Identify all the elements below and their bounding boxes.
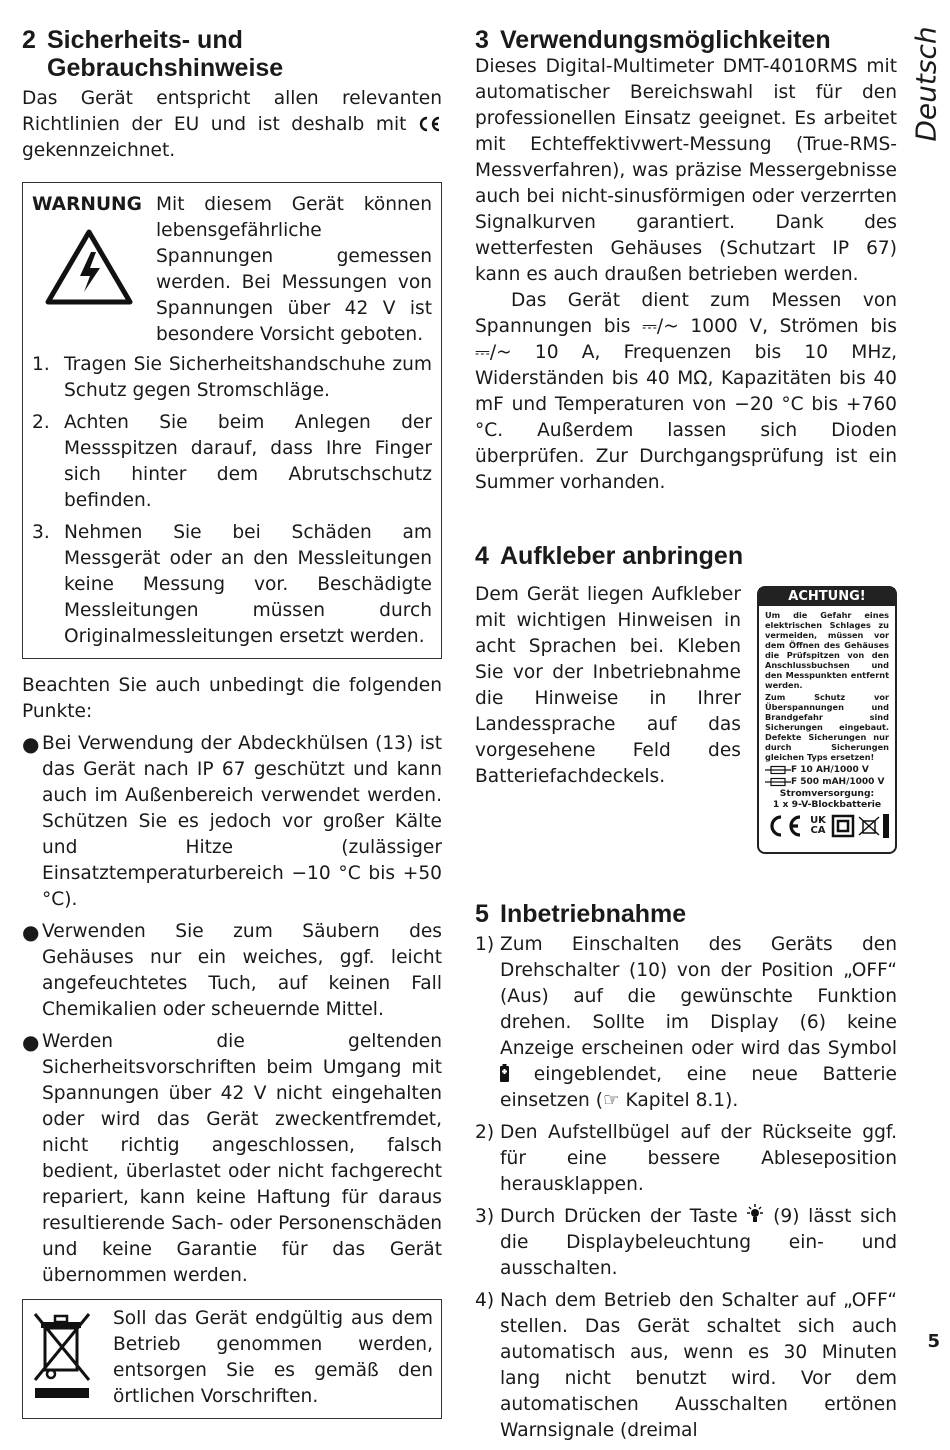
high-voltage-warning-icon	[44, 228, 134, 306]
warning-text: Mit diesem Gerät können lebensgefährliche Spannungen gemessen werden. Bei Messungen von Spannungen über 42 V ist besondere Vorsicht geboten.	[156, 194, 432, 345]
disposal-box	[22, 1299, 442, 1419]
sticker-fuse2: F 500 mAH/1000 V	[791, 777, 885, 787]
bullet-icon: ●	[22, 920, 40, 944]
weee-small-icon	[857, 815, 881, 837]
sticker-power-value: 1 x 9-V-Blockbatterie	[772, 799, 882, 810]
sticker-text1: Um die Gefahr eines elektrischen Schlages zu vermeiden, müssen vor dem Öffnen des Gehäuses die Prüfspitzen von den Anschlussbuchsen und den Messpunkten entfernt werden.	[765, 610, 889, 690]
sticker-text2: Zum Schutz vor Überspannungen und Brandgefahr sind Sicherungen eingebaut. Defekte Sicherungen nur durch Sicherungen gleichen Typs ersetzen!	[765, 692, 889, 762]
list-item: 3. Nehmen Sie bei Schäden am Messgerät oder an den Messleitungen keine Messung vor. Beschädigte Messleitungen müssen durch Originalmessleitungen ersetzt werden.	[32, 522, 432, 647]
right-column	[475, 26, 897, 1450]
sticker-fuse1: F 10 AH/1000 V	[791, 765, 869, 775]
warning-list	[32, 352, 432, 650]
steps-list	[475, 932, 897, 1444]
battery-icon	[500, 1064, 509, 1082]
language-tab	[908, 26, 944, 142]
notes-list	[22, 731, 442, 1289]
bullet-icon: ●	[22, 732, 40, 756]
warning-sticker	[757, 586, 897, 854]
ukca-mark-icon: UK CA	[810, 815, 826, 836]
list-item: 2) Den Aufstellbügel auf der Rückseite ggf. für eine bessere Ableseposition herausklappen.	[475, 1122, 897, 1195]
page-number: 5	[927, 1331, 940, 1352]
section3-paragraph1: Dieses Digital-Multimeter DMT-4010RMS mit automatischer Bereichswahl ist für den professionellen Einsatz geeignet. Es arbeitet mit Echteffektivwert-Messung (True-RMS-Messverfahren), was präzise Messergebnisse auch bei nicht-sinusförmigen oder verzerrten Signalkurven garantiert. Dank des wetterfesten Gehäuses (Schutzart IP 67) kann es auch draußen betrieben werden.	[475, 56, 897, 285]
list-item: 3) Durch Drücken der Taste (9) lässt sich die Displaybeleuchtung ein- und ausschalten.	[475, 1206, 897, 1279]
sticker-power-label: Stromversorgung:	[779, 788, 875, 799]
section3-heading: 3 Verwendungsmöglichkeiten	[475, 26, 831, 54]
double-insulation-icon	[831, 814, 855, 838]
sticker-heading: ACHTUNG!	[759, 588, 895, 606]
warning-box	[22, 182, 442, 659]
list-item: 4) Nach dem Betrieb den Schalter auf „OFF“ stellen. Das Gerät schaltet sich auch automatisch aus, wenn es 30 Minuten lang nicht benutzt wird. Vor dem automatischen Ausschalten ertönen Warnsignale (dreimal	[475, 1290, 897, 1441]
list-item: 1) Zum Einschalten des Geräts den Drehschalter (10) von der Position „OFF“ (Aus) auf die gewünschte Funktion drehen. Sollte im Display (6) keine Anzeige erscheinen oder wird das Symbol eingeblendet, eine neue Batterie einsetzen (☞ Kapitel 8.1).	[475, 934, 897, 1111]
warning-label: WARNUNG	[32, 194, 142, 215]
disposal-text: Soll das Gerät endgültig aus dem Betrieb genommen werden, entsorgen Sie es gemäß den örtlichen Vorschriften.	[113, 1308, 433, 1407]
ce-mark-icon	[418, 116, 442, 132]
backlight-icon	[746, 1204, 764, 1224]
list-item: 2. Achten Sie beim Anlegen der Messspitzen darauf, dass Ihre Finger sich hinter dem Abrutschschutz befinden.	[32, 412, 432, 511]
section2-title-line1: Sicherheits- und	[47, 26, 243, 54]
section3-paragraph2: Das Gerät dient zum Messen von Spannungen bis ⎓/~ 1000 V, Strömen bis ⎓/~ 10 A, Frequenzen bis 10 MHz, Widerständen bis 40 MΩ, Kapazitäten bis 40 mF und Temperaturen von −20 °C bis +760 °C. Außerdem lassen sich Dioden überprüfen. Zur Durchgangsprüfung ist ein Summer vorhanden.	[475, 290, 897, 493]
section4-heading: 4 Aufkleber anbringen	[475, 542, 744, 570]
fuse-icon	[765, 765, 791, 775]
bullet-icon: ●	[22, 1030, 40, 1054]
section2-intro: Das Gerät entspricht allen relevanten Richtlinien der EU und ist deshalb mit gekennzeichnet.	[22, 88, 442, 161]
fuse-icon	[765, 777, 791, 787]
list-item: ● Werden die geltenden Sicherheitsvorschriften beim Umgang mit Spannungen über 42 V nicht eingehalten oder wird das Gerät zweckentfremdet, nicht richtig angeschlossen, falsch bedient, überlastet oder nicht fachgerecht repariert, kann keine Haftung für daraus resultierende Sach- oder Personenschäden und keine Garantie für das Gerät übernommen werden.	[22, 1029, 442, 1289]
language-label: Deutsch	[909, 26, 943, 142]
section5-heading: 5 Inbetriebnahme	[475, 900, 687, 928]
ce-mark-icon	[765, 814, 805, 838]
left-column	[22, 26, 442, 1419]
section2-heading: 2 Sicherheits- und Gebrauchshinweise	[22, 26, 284, 82]
section4-text: Dem Gerät liegen Aufkleber mit wichtigen Hinweisen in acht Sprachen bei. Kleben Sie vor der Inbetriebnahme die Hinweise in Ihrer Landessprache auf das vorgesehene Feld des Batteriefachdeckels.	[475, 584, 741, 787]
list-item: ● Bei Verwendung der Abdeckhülsen (13) ist das Gerät nach IP 67 geschützt und kann auch im Außenbereich verwendet werden. Schützen Sie es jedoch vor großer Kälte und Hitze (zulässiger Einsatztemperaturbereich −10 °C bis +50 °C).	[22, 731, 442, 913]
list-item: ● Verwenden Sie zum Säubern des Gehäuses nur ein weiches, ggf. leicht angefeuchtetes Tuch, auf keinen Fall Chemikalien oder scheuernde Mittel.	[22, 919, 442, 1023]
list-item: 1. Tragen Sie Sicherheitshandschuhe zum Schutz gegen Stromschläge.	[32, 354, 432, 401]
bar-icon	[883, 814, 889, 838]
weee-crossed-bin-icon	[31, 1308, 93, 1400]
notes-intro: Beachten Sie auch unbedingt die folgenden Punkte:	[22, 675, 442, 722]
section2-title-line2: Gebrauchshinweise	[47, 54, 284, 82]
